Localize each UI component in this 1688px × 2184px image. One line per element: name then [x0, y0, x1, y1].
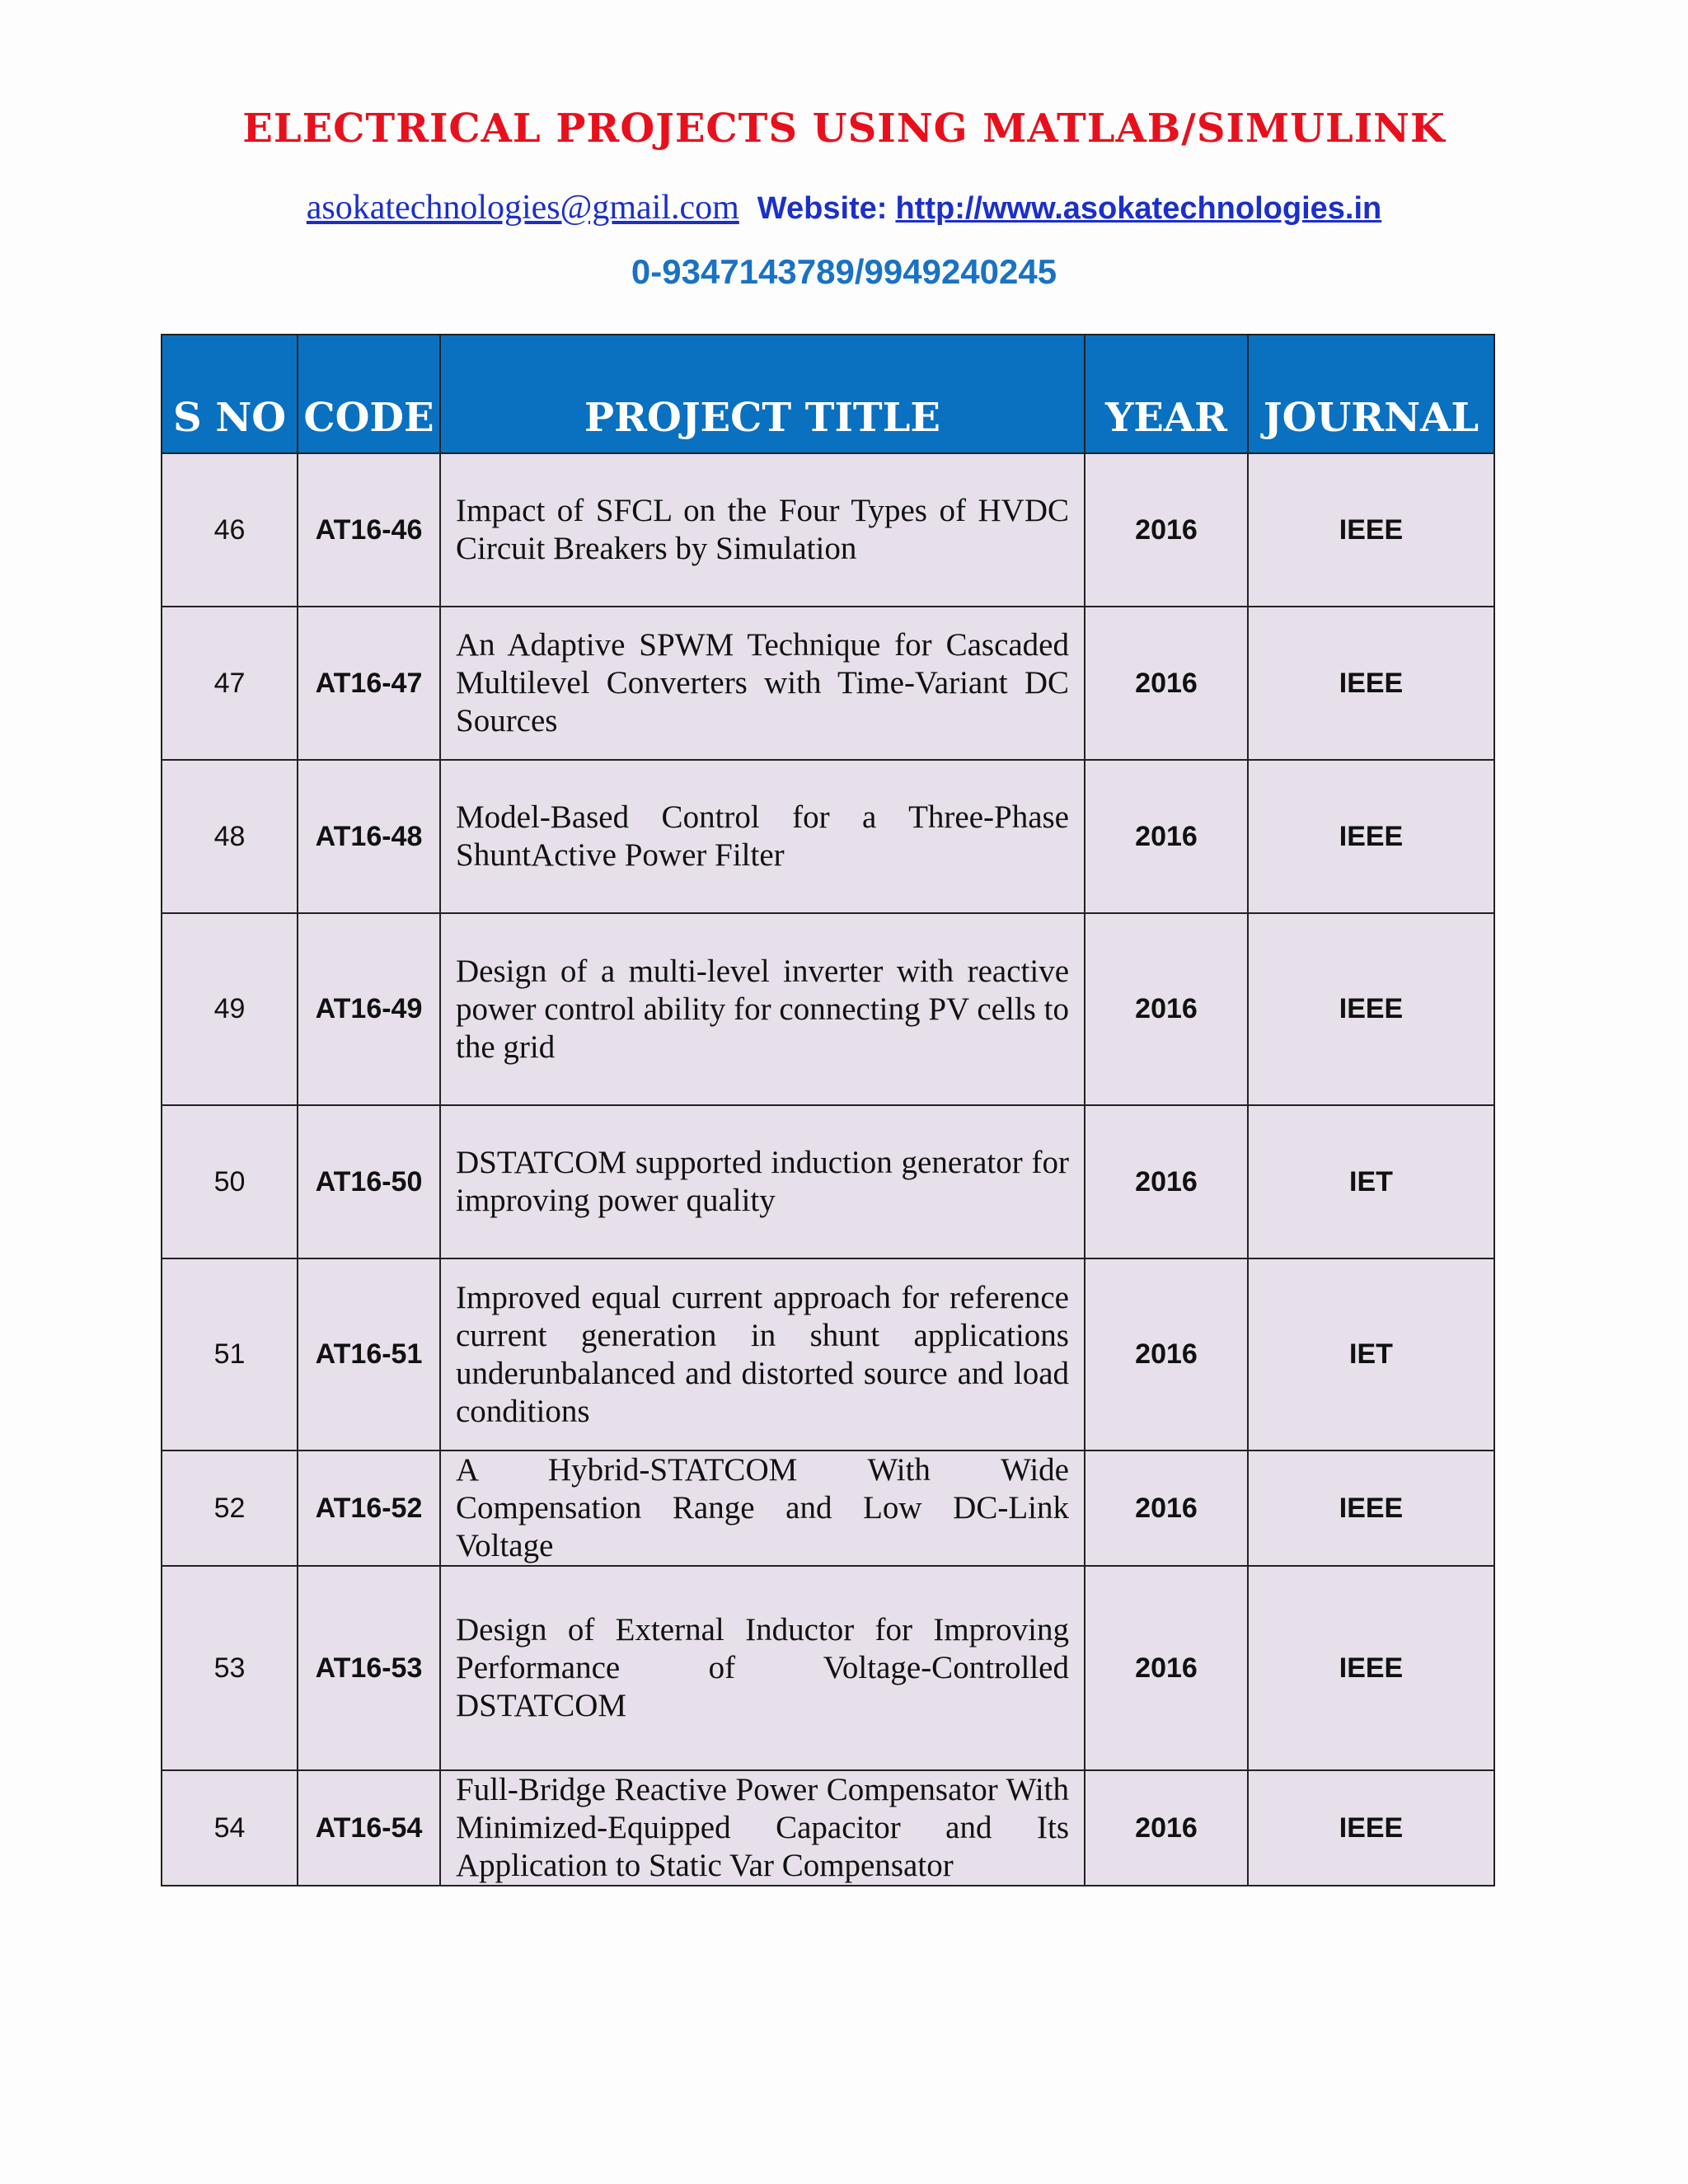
cell-year: 2016: [1085, 1258, 1248, 1451]
table-row: [162, 1105, 1494, 1258]
table-row: [162, 1566, 1494, 1770]
table-row: [162, 1770, 1494, 1886]
table-header-row: [162, 335, 1494, 453]
cell-year: 2016: [1085, 913, 1248, 1105]
phone-numbers: 0-9347143789/9949240245: [631, 252, 1057, 291]
table-row: [162, 1258, 1494, 1451]
cell-sno: 54: [162, 1770, 298, 1886]
cell-project-title: DSTATCOM supported induction generator for improving power quality: [440, 1105, 1085, 1258]
cell-project-title: Design of External Inductor for Improving Performance of Voltage-Controlled DSTATCOM: [440, 1566, 1085, 1770]
cell-code: AT16-50: [298, 1105, 440, 1258]
cell-project-title: Model-Based Control for a Three-Phase ShuntActive Power Filter: [440, 760, 1085, 913]
cell-sno: 52: [162, 1451, 298, 1566]
cell-year: 2016: [1085, 1566, 1248, 1770]
cell-sno: 48: [162, 760, 298, 913]
table-row: [162, 607, 1494, 760]
cell-code: AT16-51: [298, 1258, 440, 1451]
cell-journal: IEEE: [1248, 1566, 1494, 1770]
cell-project-title: Full-Bridge Reactive Power Compensator With Minimized-Equipped Capacitor and Its Application to Static Var Compensator: [440, 1770, 1085, 1886]
cell-project-title: Improved equal current approach for reference current generation in shunt applications underunbalanced and distorted source and load conditions: [440, 1258, 1085, 1451]
cell-code: AT16-53: [298, 1566, 440, 1770]
cell-year: 2016: [1085, 1451, 1248, 1566]
cell-code: AT16-47: [298, 607, 440, 760]
column-header-year: YEAR: [1085, 335, 1248, 453]
cell-year: 2016: [1085, 453, 1248, 607]
column-header-sno: S NO: [162, 335, 298, 453]
cell-project-title: An Adaptive SPWM Technique for Cascaded Multilevel Converters with Time-Variant DC Sources: [440, 607, 1085, 760]
cell-project-title: A Hybrid-STATCOM With Wide Compensation Range and Low DC-Link Voltage: [440, 1451, 1085, 1566]
website-label: Website:: [757, 191, 888, 226]
cell-journal: IEEE: [1248, 760, 1494, 913]
cell-sno: 46: [162, 453, 298, 607]
cell-year: 2016: [1085, 760, 1248, 913]
contact-line: [0, 188, 1688, 227]
cell-year: 2016: [1085, 1105, 1248, 1258]
cell-code: AT16-49: [298, 913, 440, 1105]
cell-project-title: Design of a multi-level inverter with reactive power control ability for connecting PV cells to the grid: [440, 913, 1085, 1105]
cell-year: 2016: [1085, 1770, 1248, 1886]
cell-sno: 51: [162, 1258, 298, 1451]
website-link[interactable]: http://www.asokatechnologies.in: [895, 191, 1382, 226]
cell-sno: 49: [162, 913, 298, 1105]
column-header-code: CODE: [298, 335, 440, 453]
cell-journal: IEEE: [1248, 1451, 1494, 1566]
cell-project-title: Impact of SFCL on the Four Types of HVDC Circuit Breakers by Simulation: [440, 453, 1085, 607]
cell-year: 2016: [1085, 607, 1248, 760]
cell-journal: IET: [1248, 1258, 1494, 1451]
column-header-journal: JOURNAL: [1248, 335, 1494, 453]
table-row: [162, 760, 1494, 913]
table-row: [162, 913, 1494, 1105]
cell-code: AT16-54: [298, 1770, 440, 1886]
cell-journal: IEEE: [1248, 453, 1494, 607]
column-header-project-title: PROJECT TITLE: [440, 335, 1085, 453]
cell-journal: IEEE: [1248, 913, 1494, 1105]
cell-sno: 53: [162, 1566, 298, 1770]
cell-journal: IEEE: [1248, 1770, 1494, 1886]
cell-sno: 50: [162, 1105, 298, 1258]
projects-table: [161, 334, 1495, 1886]
page-title: ELECTRICAL PROJECTS USING MATLAB/SIMULINK: [242, 105, 1446, 152]
table-row: [162, 1451, 1494, 1566]
cell-sno: 47: [162, 607, 298, 760]
cell-code: AT16-46: [298, 453, 440, 607]
cell-journal: IEEE: [1248, 607, 1494, 760]
cell-journal: IET: [1248, 1105, 1494, 1258]
cell-code: AT16-48: [298, 760, 440, 913]
cell-code: AT16-52: [298, 1451, 440, 1566]
email-link[interactable]: asokatechnologies@gmail.com: [306, 189, 739, 227]
table-row: [162, 453, 1494, 607]
